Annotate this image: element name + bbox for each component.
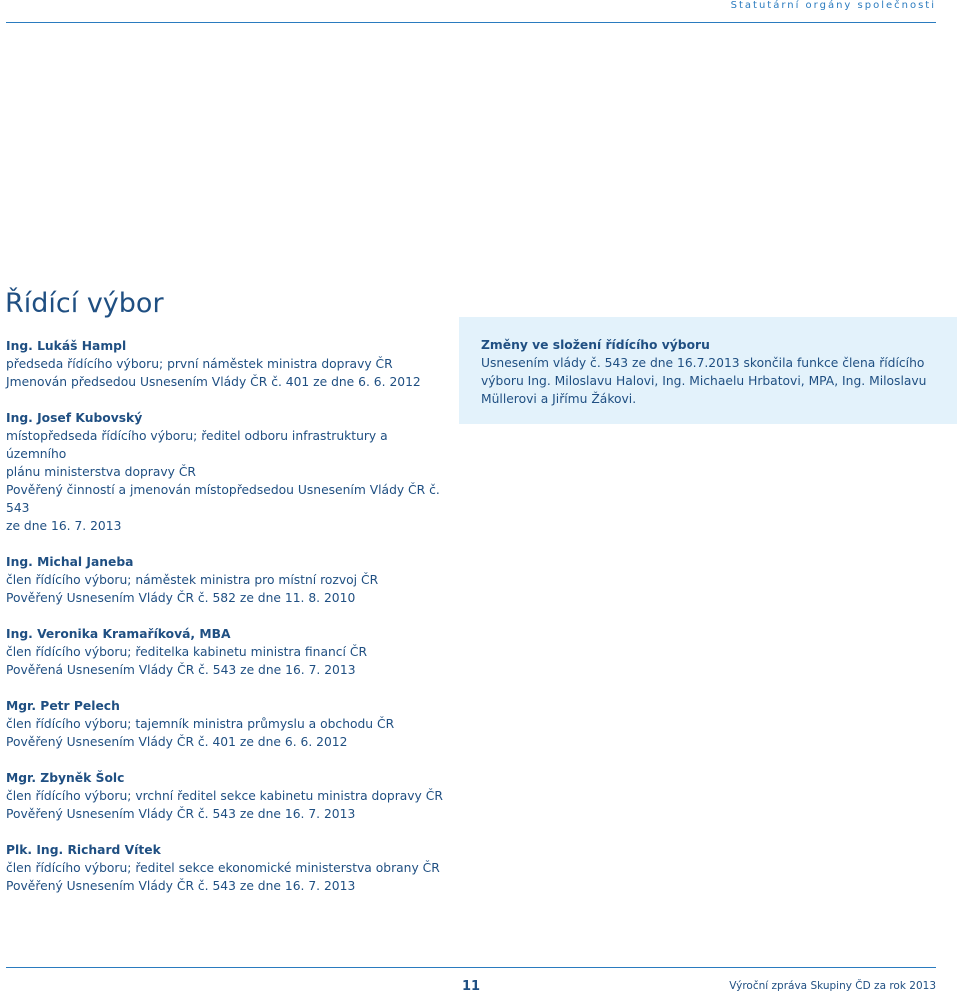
committee-changes-box <box>459 317 957 424</box>
member-role: člen řídícího výboru; ředitel sekce ekonomické ministerstva obrany ČR <box>6 861 440 875</box>
member-appointment: Pověřený Usnesením Vlády ČR č. 543 ze dne 16. 7. 2013 <box>6 879 356 893</box>
section-header: Statutární orgány společnosti <box>730 0 936 11</box>
member-name: Ing. Michal Janeba <box>6 555 134 569</box>
member-role: člen řídícího výboru; ředitelka kabinetu ministra financí ČR <box>6 645 368 659</box>
member-appointment: Pověřený Usnesením Vlády ČR č. 582 ze dne 11. 8. 2010 <box>6 591 356 605</box>
spacer <box>6 823 451 841</box>
changes-text-line: Usnesením vlády č. 543 ze dne 16.7.2013 skončila funkce člena řídícího <box>481 356 925 370</box>
member-role: předseda řídícího výboru; první náměstek ministra dopravy ČR <box>6 357 393 371</box>
member-vitek <box>6 841 451 895</box>
report-title: Výroční zpráva Skupiny ČD za rok 2013 <box>729 980 936 992</box>
member-appointment: Pověřený Usnesením Vlády ČR č. 543 ze dne 16. 7. 2013 <box>6 807 356 821</box>
member-role: člen řídícího výboru; vrchní ředitel sekce kabinetu ministra dopravy ČR <box>6 789 443 803</box>
page-number: 11 <box>462 979 481 994</box>
member-name: Mgr. Petr Pelech <box>6 699 120 713</box>
changes-text-line: Müllerovi a Jiřímu Žákovi. <box>481 392 637 406</box>
changes-title: Změny ve složení řídícího výboru <box>481 338 710 352</box>
member-solc <box>6 769 451 823</box>
header-divider <box>6 22 936 23</box>
spacer <box>6 679 451 697</box>
spacer <box>6 607 451 625</box>
member-appointment: Pověřená Usnesením Vlády ČR č. 543 ze dne 16. 7. 2013 <box>6 663 356 677</box>
committee-members-list <box>6 337 451 895</box>
changes-text-line: výboru Ing. Miloslavu Halovi, Ing. Michaelu Hrbatovi, MPA, Ing. Miloslavu <box>481 374 927 388</box>
member-role: místopředseda řídícího výboru; ředitel odboru infrastruktury a územního <box>6 429 388 461</box>
member-hampl <box>6 337 451 391</box>
member-pelech <box>6 697 451 751</box>
spacer <box>6 535 451 553</box>
spacer <box>6 391 451 409</box>
member-kubovsky <box>6 409 451 535</box>
page-title: Řídící výbor <box>5 288 164 319</box>
member-name: Ing. Lukáš Hampl <box>6 339 127 353</box>
member-janeba <box>6 553 451 607</box>
member-kramarikova <box>6 625 451 679</box>
member-role-continued: plánu ministerstva dopravy ČR <box>6 465 196 479</box>
member-role: člen řídícího výboru; tajemník ministra průmyslu a obchodu ČR <box>6 717 395 731</box>
member-name: Plk. Ing. Richard Vítek <box>6 843 161 857</box>
member-appointment-continued: ze dne 16. 7. 2013 <box>6 519 122 533</box>
member-role: člen řídícího výboru; náměstek ministra pro místní rozvoj ČR <box>6 573 379 587</box>
member-name: Ing. Veronika Kramaříková, MBA <box>6 627 231 641</box>
member-name: Ing. Josef Kubovský <box>6 411 143 425</box>
member-appointment: Jmenován předsedou Usnesením Vlády ČR č. 401 ze dne 6. 6. 2012 <box>6 375 421 389</box>
member-appointment: Pověřený činností a jmenován místopředsedou Usnesením Vlády ČR č. 543 <box>6 483 440 515</box>
member-name: Mgr. Zbyněk Šolc <box>6 771 125 785</box>
footer-divider <box>6 967 936 968</box>
spacer <box>6 751 451 769</box>
member-appointment: Pověřený Usnesením Vlády ČR č. 401 ze dne 6. 6. 2012 <box>6 735 348 749</box>
